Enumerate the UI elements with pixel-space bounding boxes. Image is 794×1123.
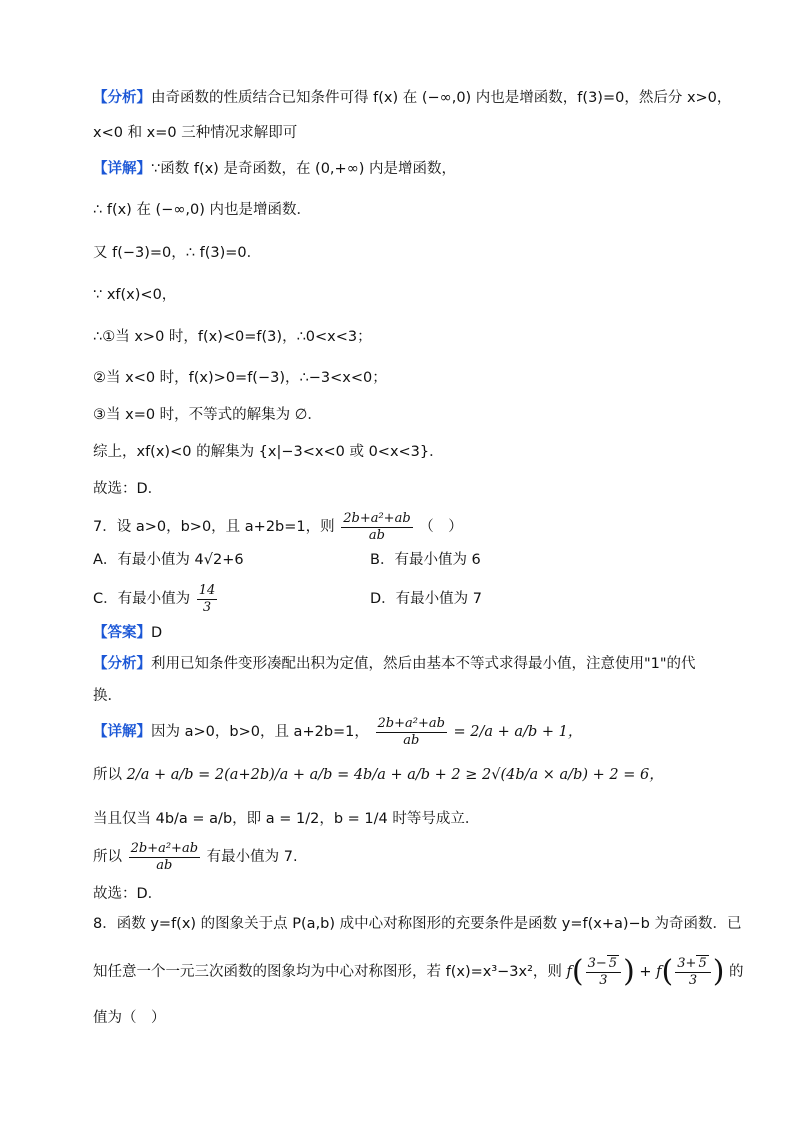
prev-detail-line1: 【详解】∵函数 f(x) 是奇函数，在 (0,+∞) 内是增函数， xyxy=(93,161,457,177)
q7-detail-line1: 【详解】因为 a>0，b>0，且 a+2b=1， $\frac{\text{2b+a²+ab}}{ab}$ = 2/a + a/b + 1， xyxy=(93,715,583,748)
prev-analysis-line2: x<0 和 x=0 三种情况求解即可 xyxy=(93,125,298,141)
q7-detail-line4: 所以 $\frac{\text{2b+a²+ab}}{ab}$ 有最小值为 7. xyxy=(93,840,298,873)
q7-detail-line2: 所以 2/a + a/b = 2(a+2b)/a + a/b = 4b/a + a/b + 2 ≥ 2√(4b/a × a/b) + 2 = 6， xyxy=(93,767,664,783)
prev-choose: 故选：D． xyxy=(93,481,163,497)
prev-line8: ③当 x=0 时，不等式的解集为 ∅． xyxy=(93,407,322,423)
prev-line7: ②当 x<0 时，f(x)>0=f(−3)，∴−3<x<0； xyxy=(93,370,387,386)
prev-line9: 综上，xf(x)<0 的解集为 {x|−3<x<0 或 0<x<3}． xyxy=(93,444,444,460)
answer-tag: 【答案】 xyxy=(93,625,151,641)
q7-answer: 【答案】D xyxy=(93,625,163,641)
prev-line6: ∴①当 x>0 时，f(x)<0=f(3)，∴0<x<3； xyxy=(93,329,372,345)
q7-option-a: A．有最小值为 4√2+6 xyxy=(93,552,244,568)
q7-choose: 故选：D． xyxy=(93,886,163,902)
prev-analysis-line1: 【分析】由奇函数的性质结合已知条件可得 f(x) 在 (−∞,0) 内也是增函数，f(3)=0，然后分 x>0， xyxy=(93,90,732,106)
detail-tag: 【详解】 xyxy=(93,161,151,177)
q8-line1: 8．函数 y=f(x) 的图象关于点 P(a,b) 成中心对称图形的充要条件是函数 y=f(x+a)−b 为奇函数．已 xyxy=(93,916,742,932)
q7-option-b: B．有最小值为 6 xyxy=(370,552,481,568)
q7-options-row1 xyxy=(93,550,693,570)
analysis-tag: 【分析】 xyxy=(93,90,151,106)
q8-line3: 值为（ ） xyxy=(93,1010,166,1026)
q7-analysis-line2: 换． xyxy=(93,688,122,704)
q7-option-d: D．有最小值为 7 xyxy=(370,591,482,607)
q7-detail-line3: 当且仅当 4b/a = a/b，即 a = 1/2，b = 1/4 时等号成立． xyxy=(93,811,480,827)
q7-option-c: C．有最小值为 $\frac{14}{3}$ xyxy=(93,582,216,615)
q7-options-row2 xyxy=(93,582,693,616)
prev-line4: 又 f(−3)=0，∴ f(3)=0． xyxy=(93,245,262,261)
q7-stem: 7．设 a>0，b>0，且 a+2b=1，则 $\frac{\text{2b+a²+ab}}{ab}$ （ ） xyxy=(93,510,463,543)
q7-stem-fraction: $\frac{\text{2b+a²+ab}}{ab}$ xyxy=(343,510,411,543)
prev-line5: ∵ xf(x)<0， xyxy=(93,287,177,303)
prev-line3: ∴ f(x) 在 (−∞,0) 内也是增函数． xyxy=(93,202,312,218)
q8-line2: 知任意一个一元三次函数的图象均为中心对称图形，若 f(x)=x³−3x²，则 f( $\frac{3- 5}{3}$ ) + f( $\frac{3+ 5}{3}$ ) 的 xyxy=(93,954,744,989)
q7-analysis-line1: 【分析】利用已知条件变形凑配出积为定值，然后由基本不等式求得最小值，注意使用"1"的代 xyxy=(93,656,696,672)
